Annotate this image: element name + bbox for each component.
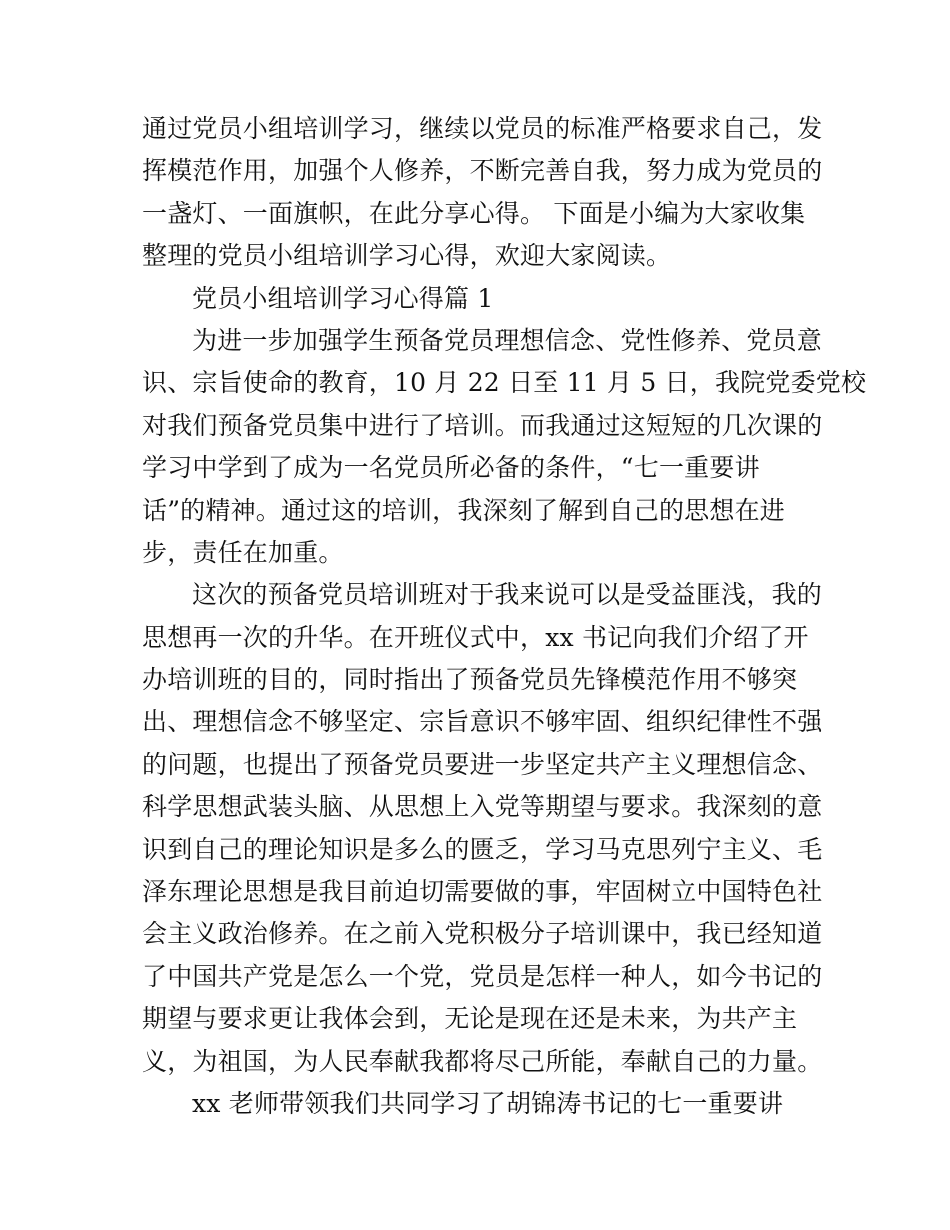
text-line: 期望与要求更让我体会到，无论是现在还是未来，为共产主	[142, 1004, 798, 1034]
text-line: 科学思想武装头脑、从思想上入党等期望与要求。我深刻的意	[142, 792, 823, 822]
text-line: 步，责任在加重。	[142, 537, 344, 567]
text-line: 一盏灯、一面旗帜，在此分享心得。 下面是小编为大家收集	[142, 198, 806, 228]
text-line: 的问题，也提出了预备党员要进一步坚定共产主义理想信念、	[142, 749, 823, 779]
text-line: 整理的党员小组培训学习心得，欢迎大家阅读。	[142, 241, 672, 271]
text-line: 思想再一次的升华。在开班仪式中，xx 书记向我们介绍了开	[142, 622, 809, 652]
text-line: 办培训班的目的，同时指出了预备党员先锋模范作用不够突	[142, 665, 798, 695]
text-line: 识到自己的理论知识是多么的匮乏，学习马克思列宁主义、毛	[142, 834, 823, 864]
text-line: 挥模范作用，加强个人修养，不断完善自我，努力成为党员的	[142, 156, 823, 186]
text-line: 党员小组培训学习心得篇 1	[192, 283, 494, 313]
text-line: 会主义政治修养。在之前入党积极分子培训课中，我已经知道	[142, 919, 823, 949]
text-line: xx 老师带领我们共同学习了胡锦涛书记的七一重要讲	[192, 1088, 784, 1118]
text-line: 泽东理论思想是我目前迫切需要做的事，牢固树立中国特色社	[142, 877, 823, 907]
document-body	[142, 108, 867, 1125]
text-line: 义，为祖国，为人民奉献我都将尽己所能，奉献自己的力量。	[142, 1046, 823, 1076]
text-line: 识、宗旨使命的教育，10 月 22 日至 11 月 5 日，我院党委党校	[142, 368, 867, 398]
text-line: 这次的预备党员培训班对于我来说可以是受益匪浅，我的	[192, 580, 823, 610]
text-line: 学习中学到了成为一名党员所必备的条件，“七一重要讲	[142, 453, 760, 483]
text-line: 对我们预备党员集中进行了培训。而我通过这短短的几次课的	[142, 410, 823, 440]
text-line: 出、理想信念不够坚定、宗旨意识不够牢固、组织纪律性不强	[142, 707, 823, 737]
text-line: 了中国共产党是怎么一个党，党员是怎样一种人，如今书记的	[142, 961, 823, 991]
text-line: 话”的精神。通过这的培训，我深刻了解到自己的思想在进	[142, 495, 785, 525]
text-line: 为进一步加强学生预备党员理想信念、党性修养、党员意	[192, 325, 823, 355]
text-line: 通过党员小组培训学习，继续以党员的标准严格要求自己，发	[142, 114, 823, 143]
